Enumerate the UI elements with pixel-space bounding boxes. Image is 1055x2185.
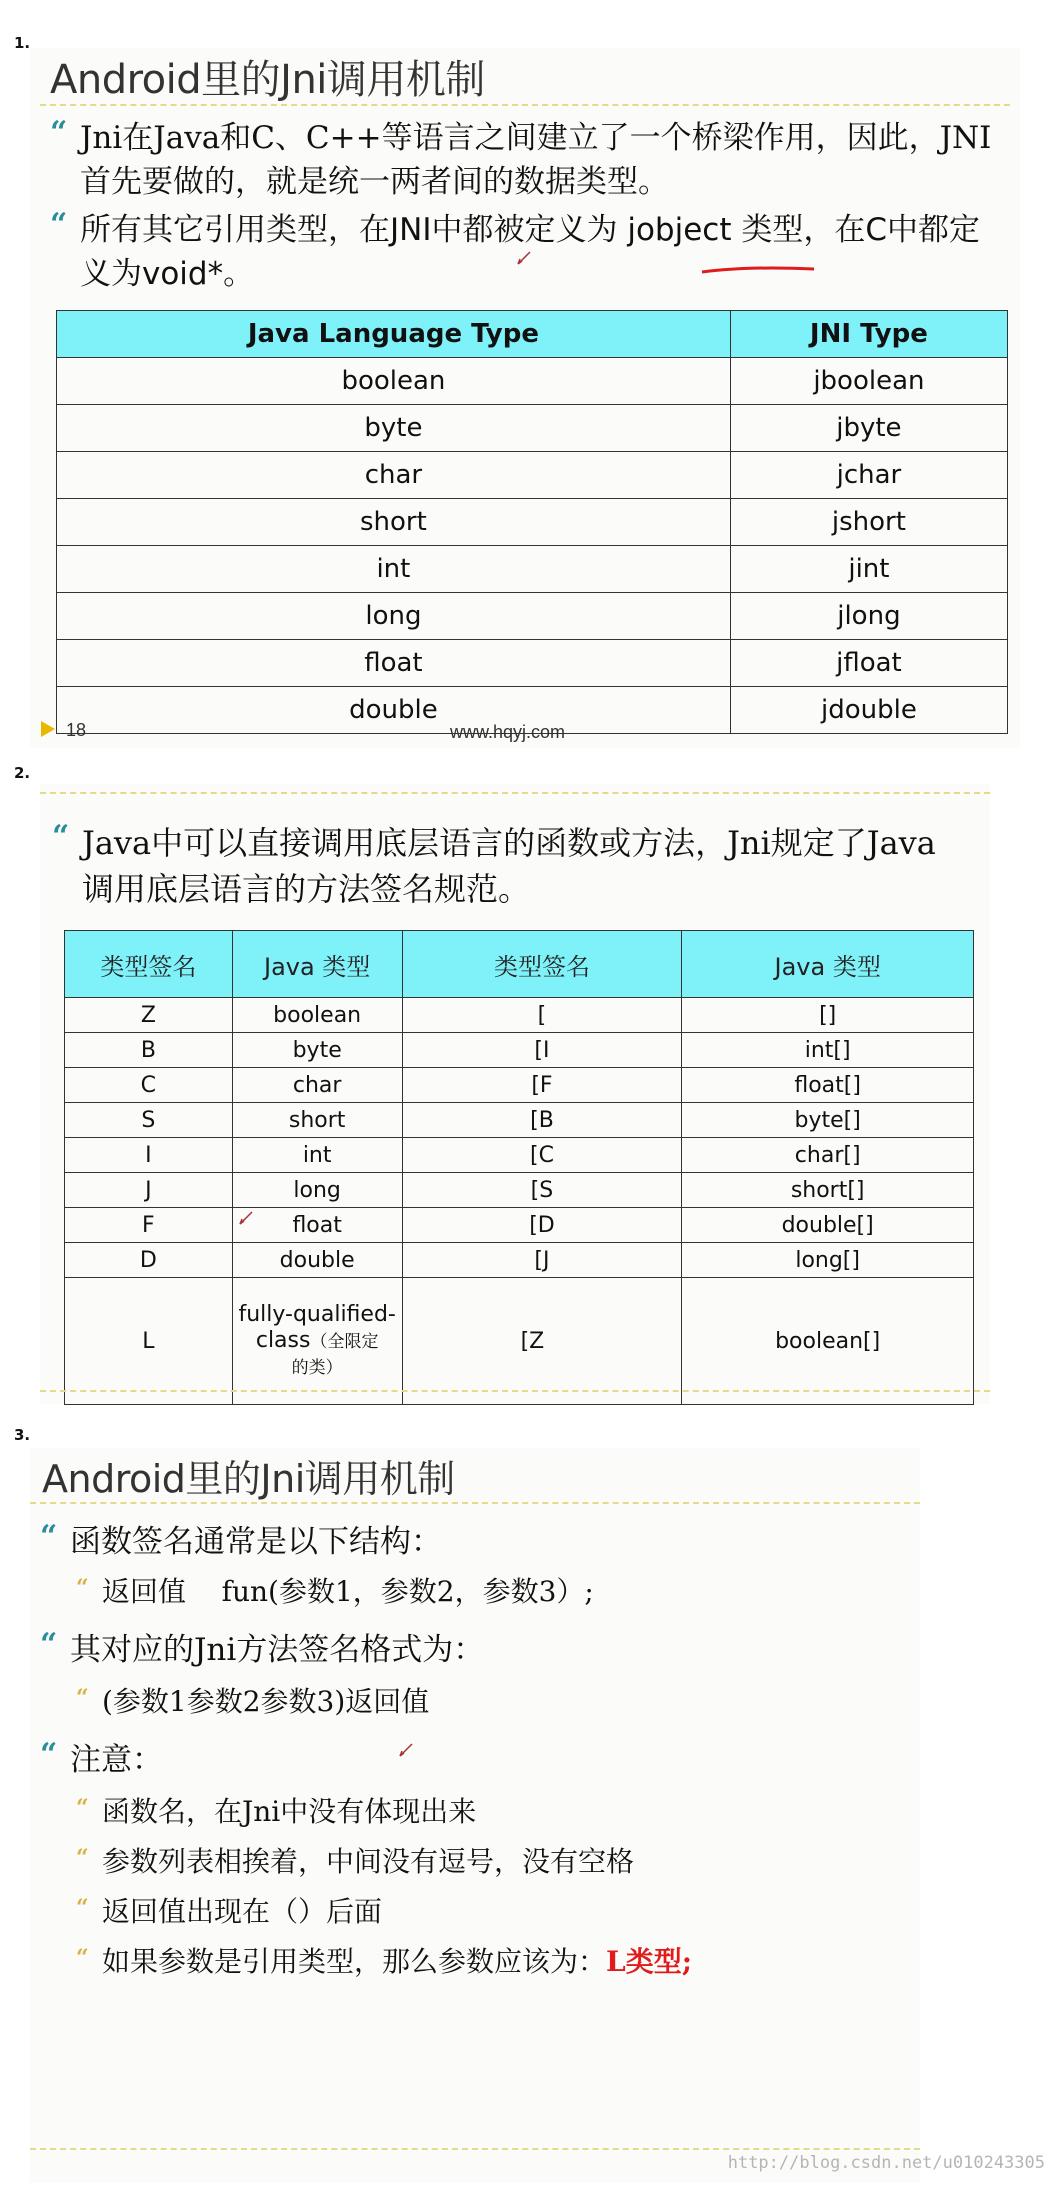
bullet-text: Java中可以直接调用底层语言的函数或方法，Jni规定了Java调用底层语言的方法签名规范。	[82, 824, 936, 908]
highlight-text: jobject	[627, 212, 732, 248]
header-java-type: Java 类型	[232, 931, 402, 998]
cell: F	[65, 1208, 233, 1243]
cell: int	[57, 546, 731, 593]
bullet-1	[50, 116, 1010, 204]
table-row	[57, 405, 1008, 452]
header-java-type: Java 类型	[682, 931, 974, 998]
cell: char	[232, 1068, 402, 1103]
cell: []	[682, 998, 974, 1033]
cell: jlong	[730, 593, 1007, 640]
cell: long	[57, 593, 731, 640]
quote-bullet-icon: “	[40, 1737, 58, 1772]
sub-bullet-text	[102, 1944, 692, 1980]
bullet-text: 其对应的Jni方法签名格式为：	[70, 1632, 485, 1668]
text-before: 如果参数是引用类型，那么参数应该为：	[102, 1945, 607, 1978]
table-row	[57, 358, 1008, 405]
bottom-divider	[30, 2148, 920, 2150]
cell: [C	[402, 1138, 682, 1173]
table-row	[65, 1173, 974, 1208]
header-signature: 类型签名	[402, 931, 682, 998]
table-row	[65, 1103, 974, 1138]
signature-table	[64, 930, 974, 1405]
cell: Z	[65, 998, 233, 1033]
header-signature: 类型签名	[65, 931, 233, 998]
pen-cursor-icon	[238, 1208, 256, 1226]
table-row	[57, 640, 1008, 687]
bullet-1	[52, 820, 972, 912]
title-divider	[30, 1502, 920, 1504]
slide-title: Android里的Jni调用机制	[50, 57, 485, 103]
cell: S	[65, 1103, 233, 1138]
cell: [F	[402, 1068, 682, 1103]
cell: B	[65, 1033, 233, 1068]
cell: jboolean	[730, 358, 1007, 405]
sub-bullet	[76, 1844, 634, 1880]
quote-bullet-icon: “	[50, 115, 68, 150]
cell: double	[232, 1243, 402, 1278]
cell: float[]	[682, 1068, 974, 1103]
cell: long[]	[682, 1243, 974, 1278]
bottom-divider	[40, 1390, 990, 1392]
cell: C	[65, 1068, 233, 1103]
cell: [D	[402, 1208, 682, 1243]
table-row	[57, 546, 1008, 593]
page-number: 18	[66, 720, 87, 740]
cell: jchar	[730, 452, 1007, 499]
table-row	[57, 452, 1008, 499]
cell: long	[232, 1173, 402, 1208]
header-java-type: Java Language Type	[57, 311, 731, 358]
table-row	[65, 1138, 974, 1173]
cell: J	[65, 1173, 233, 1208]
bullet-text: Jni在Java和C、C++等语言之间建立了一个桥梁作用，因此，JNI首先要做的，就是统一两者间的数据类型。	[80, 120, 992, 200]
quote-bullet-icon: “	[76, 1685, 89, 1711]
top-divider	[40, 792, 990, 794]
cell: byte	[57, 405, 731, 452]
cell	[232, 1278, 402, 1405]
quote-bullet-icon: “	[76, 1945, 89, 1971]
watermark: http://blog.csdn.net/u010243305	[727, 2153, 1045, 2173]
header-jni-type: JNI Type	[730, 311, 1007, 358]
table-row	[57, 593, 1008, 640]
quote-bullet-icon: “	[76, 1845, 89, 1871]
play-triangle-icon	[40, 720, 56, 738]
bullet-text: 注意：	[70, 1742, 163, 1778]
bullet-text	[80, 208, 1000, 296]
cell: jshort	[730, 499, 1007, 546]
cell: char[]	[682, 1138, 974, 1173]
cell-text: class	[255, 1327, 311, 1353]
table-row	[65, 1033, 974, 1068]
cell-line	[234, 1328, 401, 1355]
sub-bullet	[76, 1894, 382, 1930]
cell: [Z	[402, 1278, 682, 1405]
cell: int[]	[682, 1033, 974, 1068]
slide-title: Android里的Jni调用机制	[42, 1457, 455, 1501]
quote-bullet-icon: “	[52, 819, 70, 854]
slide-1	[30, 48, 1020, 748]
cell-line: 的类）	[291, 1357, 343, 1378]
table-row	[57, 499, 1008, 546]
bullet-1	[40, 1520, 442, 1564]
site-url: www.hqyj.com	[450, 722, 566, 742]
quote-bullet-icon: “	[76, 1575, 89, 1601]
cell: [S	[402, 1173, 682, 1208]
quote-bullet-icon: “	[40, 1627, 58, 1662]
cell: [I	[402, 1033, 682, 1068]
cell: char	[57, 452, 731, 499]
highlight-red-text: L类型;	[606, 1945, 693, 1978]
cell: short	[57, 499, 731, 546]
cell: jdouble	[730, 687, 1007, 734]
item-number-1: 1.	[14, 34, 31, 52]
quote-bullet-icon: “	[76, 1795, 89, 1821]
table-row	[65, 998, 974, 1033]
table-row	[65, 1208, 974, 1243]
sub-bullet	[76, 1794, 476, 1830]
cell-text: （全限定	[310, 1331, 379, 1352]
title-divider	[40, 104, 1010, 106]
bullet-text: 函数签名通常是以下结构：	[70, 1524, 442, 1560]
table-row	[65, 1278, 974, 1405]
table-row	[65, 1068, 974, 1103]
cell: float	[232, 1208, 402, 1243]
cell: L	[65, 1278, 233, 1405]
pen-cursor-icon	[398, 1740, 416, 1758]
bullet-3	[40, 1738, 163, 1782]
sub-bullet-text: 返回值出现在（）后面	[102, 1895, 383, 1928]
sub-bullet	[76, 1684, 429, 1720]
item-number-3: 3.	[14, 1426, 31, 1444]
cell: byte[]	[682, 1103, 974, 1138]
cell: I	[65, 1138, 233, 1173]
cell: short	[232, 1103, 402, 1138]
cell: [J	[402, 1243, 682, 1278]
text-before: 所有其它引用类型，在JNI中都被定义为	[80, 212, 628, 248]
sub-bullet	[76, 1944, 692, 1980]
cell: double[]	[682, 1208, 974, 1243]
sub-bullet-text: 函数名，在Jni中没有体现出来	[102, 1795, 477, 1828]
red-underline-annotation	[698, 262, 818, 278]
type-mapping-table	[56, 310, 1008, 734]
cell: jfloat	[730, 640, 1007, 687]
cell: float	[57, 640, 731, 687]
cell: D	[65, 1243, 233, 1278]
cell: boolean[]	[682, 1278, 974, 1405]
sub-bullet	[76, 1574, 594, 1610]
cell: jbyte	[730, 405, 1007, 452]
sub-bullet-text: (参数1参数2参数3)返回值	[102, 1685, 430, 1718]
sub-bullet-text: 返回值 fun(参数1，参数2，参数3）;	[102, 1575, 594, 1608]
item-number-2: 2.	[14, 764, 31, 782]
slide-3	[30, 1448, 920, 2183]
text-after: 类型，在C中都定义为void*。	[80, 212, 980, 292]
bullet-2	[40, 1628, 484, 1672]
cell: double	[57, 687, 731, 734]
cell: boolean	[232, 998, 402, 1033]
quote-bullet-icon: “	[40, 1519, 58, 1554]
sub-bullet-text: 参数列表相挨着，中间没有逗号，没有空格	[102, 1845, 635, 1878]
cell: jint	[730, 546, 1007, 593]
slide-2	[40, 784, 990, 1404]
cell: int	[232, 1138, 402, 1173]
cell: [B	[402, 1103, 682, 1138]
table-row	[65, 1243, 974, 1278]
cell: short[]	[682, 1173, 974, 1208]
cell: byte	[232, 1033, 402, 1068]
cell: [	[402, 998, 682, 1033]
quote-bullet-icon: “	[76, 1895, 89, 1921]
quote-bullet-icon: “	[50, 207, 68, 242]
pen-cursor-icon	[516, 248, 534, 266]
cell: boolean	[57, 358, 731, 405]
cell-line: fully-qualified-	[238, 1301, 396, 1327]
